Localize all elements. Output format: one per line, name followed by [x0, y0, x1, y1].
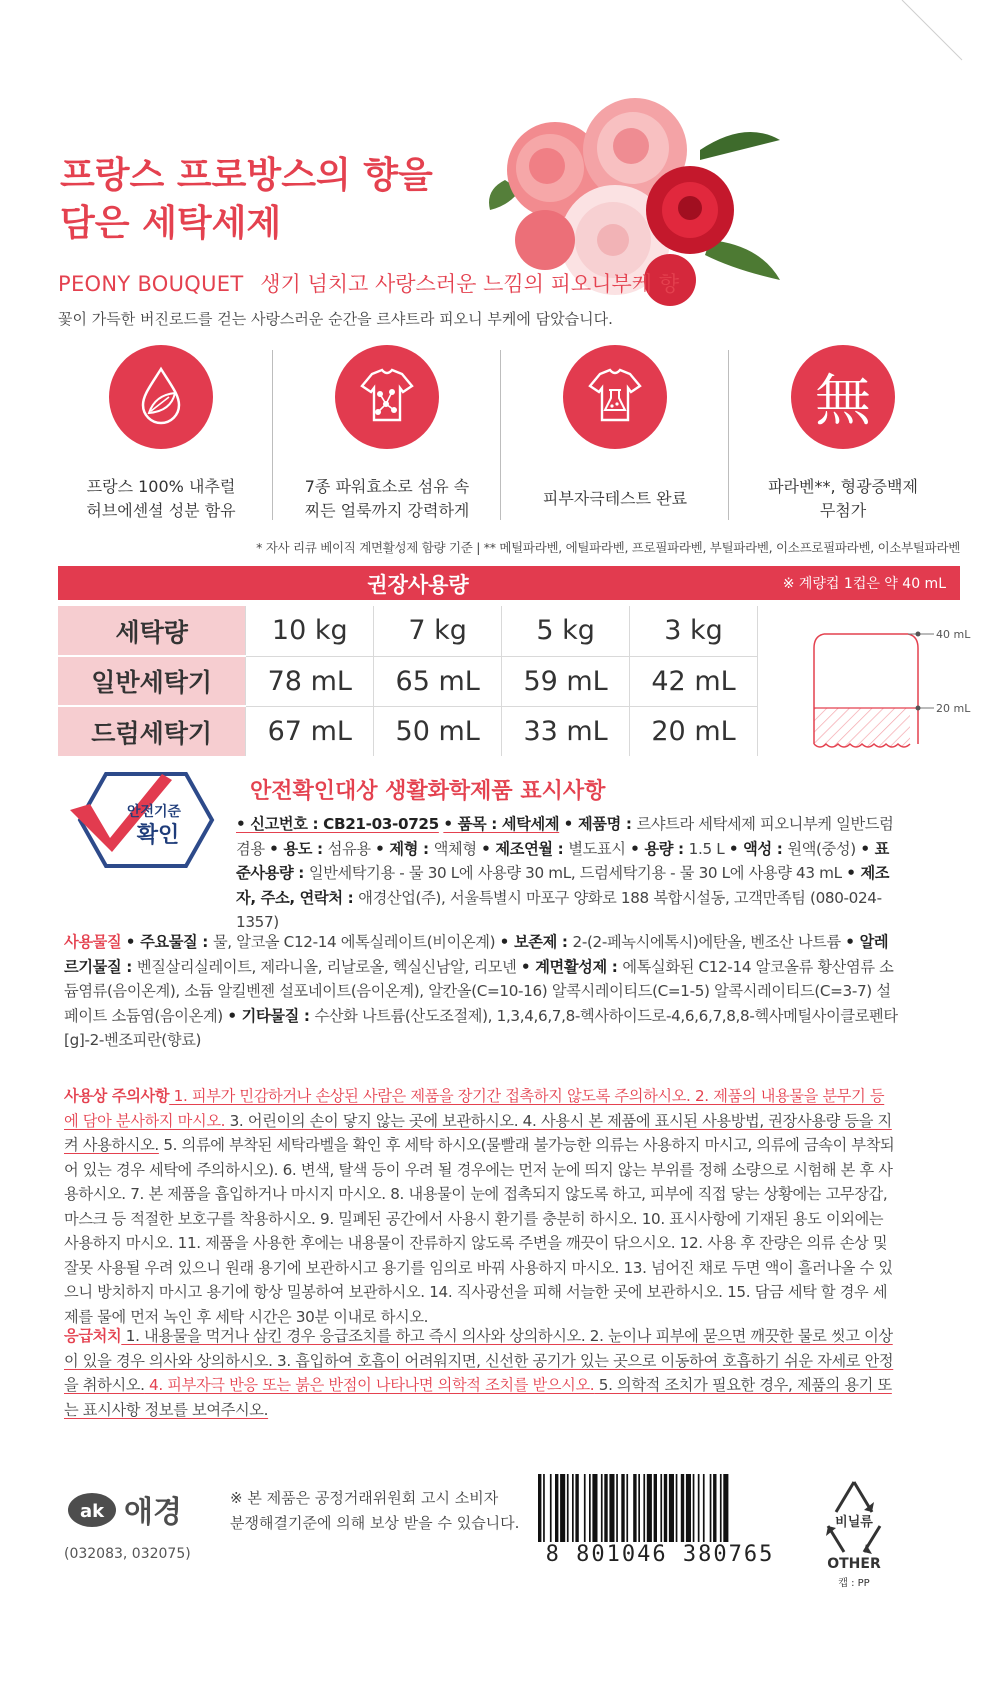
info-item	[236, 815, 439, 833]
cup-volume-note: ※ 계량컵 1컵은 약 40 mL	[782, 576, 946, 592]
recycle-icon	[814, 1478, 894, 1556]
table-row	[58, 606, 758, 656]
consumer-note-line1: ※ 본 제품은 공정거래위원회 고시 소비자	[230, 1489, 499, 1507]
info-value: 르샤트라 세탁세제 피오니부케 일반드럼겸용	[236, 815, 894, 858]
barcode-bar	[713, 1474, 716, 1544]
barcode-bar	[589, 1474, 591, 1544]
barcode-bar	[669, 1474, 674, 1544]
barcode-bar	[710, 1474, 712, 1544]
barcode-bar	[676, 1474, 678, 1544]
barcode-bar	[604, 1474, 607, 1544]
recycle-cap: 캡 : PP	[838, 1578, 870, 1589]
feature-text-line1: 파라벤**, 형광증백제	[768, 477, 918, 496]
barcode-number: 8 801046 380765	[530, 1542, 790, 1567]
barcode-bar	[654, 1474, 657, 1544]
row-label: 세탁량	[58, 606, 246, 656]
barcode-bar	[643, 1474, 645, 1544]
barcode-bar	[723, 1474, 728, 1544]
barcode-bar	[550, 1474, 552, 1544]
first-aid-underlined: 1. 내용물을 먹거나 삼킨 경우 응급조치를 하고 즉시 의사와 상의하시오. 2. 눈이나 피부에 묻으면 깨끗한 물로 씻고 이상이 있을 경우 의사와 상의하시오. 3. 흡입하여 호흡이 어려워지면, 신선한 공기가 있는 곳으로 이동하여 호흡하기 쉬운 자세로 안정을 취하시오.	[64, 1327, 894, 1394]
caution-block	[64, 1084, 898, 1329]
safety-standard-badge	[66, 770, 216, 870]
substance-value: 수산화 나트륨(산도조절제), 1,3,4,6,7,8-헥사하이드로-4,6,6,7,8,8-헥사메틸사이클로펜타[g]-2-벤조피란(향료)	[64, 1006, 898, 1049]
info-value: 일반세탁기용 - 물 30 L에 사용량 30 mL, 드럼세탁기용 - 물 30 L에 사용량 43 mL	[308, 864, 842, 882]
scent-description: 생기 넘치고 사랑스러운 느낌의 피오니부케 향	[260, 272, 680, 296]
table-cell: 5 kg	[502, 606, 630, 656]
barcode-bar	[567, 1474, 569, 1544]
barcode-bar	[572, 1474, 574, 1544]
info-key: • 표준사용량 :	[236, 839, 889, 882]
info-key: • 액성 :	[728, 839, 788, 858]
mu-character-icon	[791, 345, 895, 449]
info-value: 원액(중성)	[787, 839, 856, 858]
barcode-bar	[555, 1474, 558, 1544]
barcode-bar	[664, 1474, 667, 1544]
consumer-note-line2: 분쟁해결기준에 의해 보상 받을 수 있습니다.	[230, 1514, 520, 1532]
feature-enzyme-power	[274, 345, 500, 545]
mu-glyph: 無	[815, 369, 871, 434]
first-aid-highlight: 4. 피부자극 반응 또는 붉은 반점이 나타나면 의학적 조치를 받으시오.	[144, 1376, 595, 1394]
info-key: • 제품명 :	[563, 815, 637, 833]
barcode-bar	[720, 1474, 722, 1544]
intro-text: 꽃이 가득한 버진로드를 걷는 사랑스러운 순간을 르샤트라 피오니 부케에 담았습니다.	[58, 310, 613, 328]
product-info-block	[236, 812, 898, 935]
substance-value: 벤질살리실레이트, 제라니올, 리날로올, 헥실신남알, 리모넨	[136, 957, 517, 976]
feature-text-line1: 프랑스 100% 내추럴	[86, 477, 236, 496]
usage-table	[58, 606, 758, 756]
leaf-drop-icon	[109, 345, 213, 449]
first-aid-underlined: 5. 의학적 조치가 필요한 경우, 제품의 용기 또는 표시사항 정보를 보여주시오.	[64, 1376, 892, 1419]
caution-underlined: 3. 어린이의 손이 닿지 않는 곳에 보관하시오. 4. 사용시 본 제품에 표시된 사용방법, 권장사용량 등을 지켜 사용하시오.	[64, 1111, 892, 1154]
recycle-other: OTHER	[827, 1556, 881, 1572]
footnote: * 자사 리큐 베이직 계면활성제 함량 기준 | ** 메틸파라벤, 에틸파라벤, 프로필파라벤, 부틸파라벤, 이소프로필파라벤, 이소부틸파라벤	[256, 540, 960, 555]
first-aid-heading: 응급처치	[64, 1327, 122, 1345]
table-cell: 65 mL	[374, 656, 502, 706]
info-key: • 제조자, 주소, 연락처 :	[236, 864, 890, 907]
badge-bottom-text: 확인	[136, 823, 180, 848]
usage-title: 권장사용량	[367, 573, 469, 597]
info-key: • 신고번호 : CB21-03-0725	[236, 815, 439, 833]
cup-mark-20: 20 mL	[936, 702, 971, 715]
substance-key: • 보존제 :	[499, 933, 573, 951]
badge-top-text: 안전기준	[126, 804, 182, 820]
barcode-bar	[660, 1474, 662, 1544]
table-cell: 59 mL	[502, 656, 630, 706]
headline-line1: 프랑스 프로방스의 향을	[60, 155, 433, 196]
scent-name-en: PEONY BOUQUET	[58, 272, 244, 296]
feature-text-line2: 찌든 얼룩까지 강력하게	[304, 501, 470, 520]
usage-header-bar	[58, 566, 960, 600]
barcode-bar	[703, 1474, 705, 1544]
barcode-bar	[638, 1474, 640, 1544]
info-value: 액체형	[433, 839, 477, 858]
info-key: • 제형 :	[375, 839, 434, 858]
row-label: 드럼세탁기	[58, 706, 246, 756]
barcode-bar	[584, 1474, 586, 1544]
table-cell: 3 kg	[630, 606, 758, 656]
caution-highlight: 1. 피부가 민감하거나 손상된 사람은 제품을 장기간 접촉하지 않도록 주의하시오. 2. 제품의 내용물을 분무기 등에 담아 분사하지 마시오.	[64, 1087, 885, 1130]
info-value: 섬유용	[327, 839, 371, 858]
product-code: (032083, 032075)	[64, 1546, 191, 1562]
barcode-bar	[616, 1474, 618, 1544]
feature-text-line1: 7종 파워효소로 섬유 속	[304, 477, 470, 496]
table-cell: 20 mL	[630, 706, 758, 756]
barcode-bar	[681, 1474, 684, 1544]
info-key: • 제조연월 :	[481, 839, 569, 858]
barcode-bar	[647, 1474, 652, 1544]
info-key: • 용도 :	[269, 839, 328, 858]
caution-heading: 사용상 주의사항	[64, 1087, 170, 1105]
feature-divider	[272, 350, 273, 520]
feature-text-line1: 피부자극테스트 완료	[542, 489, 688, 508]
substance-value: 에톡실화된 C12-14 알코올류 황산염류 소듐염류(음이온계), 소듐 알킬벤젠 설포네이트(음이온계), 알칸올(C=10-16) 알콕시레이티드(C=1-5) 알콕시레이티드(C=3-7) 설페이트 소듐염(음이온계)	[64, 957, 894, 1025]
safety-title: 안전확인대상 생활화학제품 표시사항	[250, 779, 606, 804]
table-row	[58, 706, 758, 756]
info-value: 애경산업(주), 서울특별시 마포구 양화로 188 복합시설동, 고객만족팀 (080-024-1357)	[236, 888, 882, 931]
logo-mark: ak	[79, 1501, 105, 1522]
table-cell: 7 kg	[374, 606, 502, 656]
feature-natural-herb	[48, 345, 274, 545]
table-cell: 42 mL	[630, 656, 758, 706]
barcode-bar	[686, 1474, 691, 1544]
substances-heading: 사용물질	[64, 933, 122, 951]
shirt-molecule-icon	[335, 345, 439, 449]
recommended-usage	[58, 566, 971, 758]
scent-line	[58, 268, 679, 298]
barcode-bar	[626, 1474, 628, 1544]
aekyung-logo	[66, 1490, 226, 1530]
substance-key: • 주요물질 :	[125, 933, 213, 951]
info-item	[443, 815, 559, 833]
barcode-bar	[560, 1474, 565, 1544]
table-row	[58, 656, 758, 706]
barcode-bar	[621, 1474, 624, 1544]
table-cell: 78 mL	[246, 656, 374, 706]
cup-mark-40: 40 mL	[936, 628, 971, 641]
barcode-bar	[609, 1474, 614, 1544]
consumer-note	[230, 1486, 519, 1536]
substance-value: 물, 알코올 C12-14 에톡실레이트(비이온계)	[212, 933, 496, 951]
table-cell: 50 mL	[374, 706, 502, 756]
info-value: 별도표시	[568, 839, 626, 858]
corner-fold-line	[900, 0, 1000, 60]
first-aid-block	[64, 1324, 898, 1422]
feature-divider	[500, 350, 501, 520]
substance-key: • 알레르기물질 :	[64, 933, 889, 976]
info-key: • 품목 : 세탁세제	[443, 815, 560, 833]
feature-text-line2: 허브에센셜 성분 함유	[86, 501, 236, 520]
barcode-bar	[575, 1474, 578, 1544]
info-key: • 용량 :	[630, 839, 689, 858]
substance-key: • 기타물질 :	[227, 1006, 315, 1025]
feature-divider	[728, 350, 729, 520]
shirt-flask-icon	[563, 345, 667, 449]
substances-block	[64, 930, 898, 1053]
info-value: 1.5 L	[688, 839, 725, 858]
caution-text: 5. 의류에 부착된 세탁라벨을 확인 후 세탁 하시오(물빨래 불가능한 의류는 사용하지 마시고, 의류에 금속이 부착되어 있는 경우 세탁에 주의하시오). 6. 변색, 탈색 등이 우려 될 경우에는 먼저 눈에 띄지 않는 부위를 정해 소량으로 시험해 본 후 사용하시오. 7. 본 제품을 흡입하거나 마시지 마시오. 8. 내용물이 눈에 접촉되지 않도록 하고, 피부에 직접 닿는 상황에는 고무장갑, 마스크 등 적절한 보호구를 착용하시오. 9. 밀폐된 공간에서 사용시 환기를 충분히 하시오. 10. 표시사항에 기재된 용도 이외에는 사용하지 마시오. 11. 제품을 사용한 후에는 내용물이 잔류하지 않도록 주변을 깨끗이 닦으시오. 12. 사용 후 잔량은 의류 손상 및 잘못 사용될 우려 있으니 원래 용기에 보관하시고 용기를 임의로 바꿔 사용하지 마시오. 13. 넘어진 채로 두면 액이 흘러나올 수 있으니 방치하지 마시고 용기에 항상 밀봉하여 보관하시오. 14. 직사광선을 피해 서늘한 곳에 보관하시오. 15. 담금 세탁 할 경우 세제를 물에 먼저 녹인 후 세탁 시간은 30분 이내로 하시오.	[64, 1136, 895, 1326]
table-cell: 67 mL	[246, 706, 374, 756]
feature-paraben-free	[730, 345, 956, 545]
headline-line2: 담은 세탁세제	[60, 203, 282, 244]
barcode-bar	[693, 1474, 695, 1544]
substance-key: • 계면활성제 :	[520, 957, 623, 976]
table-cell: 10 kg	[246, 606, 374, 656]
measuring-cup-icon	[788, 622, 971, 762]
barcode-bar	[601, 1474, 603, 1544]
headline	[60, 152, 520, 248]
table-cell: 33 mL	[502, 706, 630, 756]
barcode-bar	[543, 1474, 545, 1544]
barcode-bar	[698, 1474, 700, 1544]
recycle-label: 비닐류	[835, 1515, 873, 1530]
barcode-bar	[633, 1474, 636, 1544]
substance-value: 2-(2-페녹시에톡시)에탄올, 벤조산 나트륨	[572, 933, 841, 951]
feature-skin-test	[502, 345, 728, 545]
feature-text-line2: 무첨가	[819, 501, 867, 520]
barcode-bar	[592, 1474, 597, 1544]
barcode-bar	[538, 1474, 541, 1544]
logo-text: 애경	[124, 1495, 182, 1530]
row-label: 일반세탁기	[58, 656, 246, 706]
